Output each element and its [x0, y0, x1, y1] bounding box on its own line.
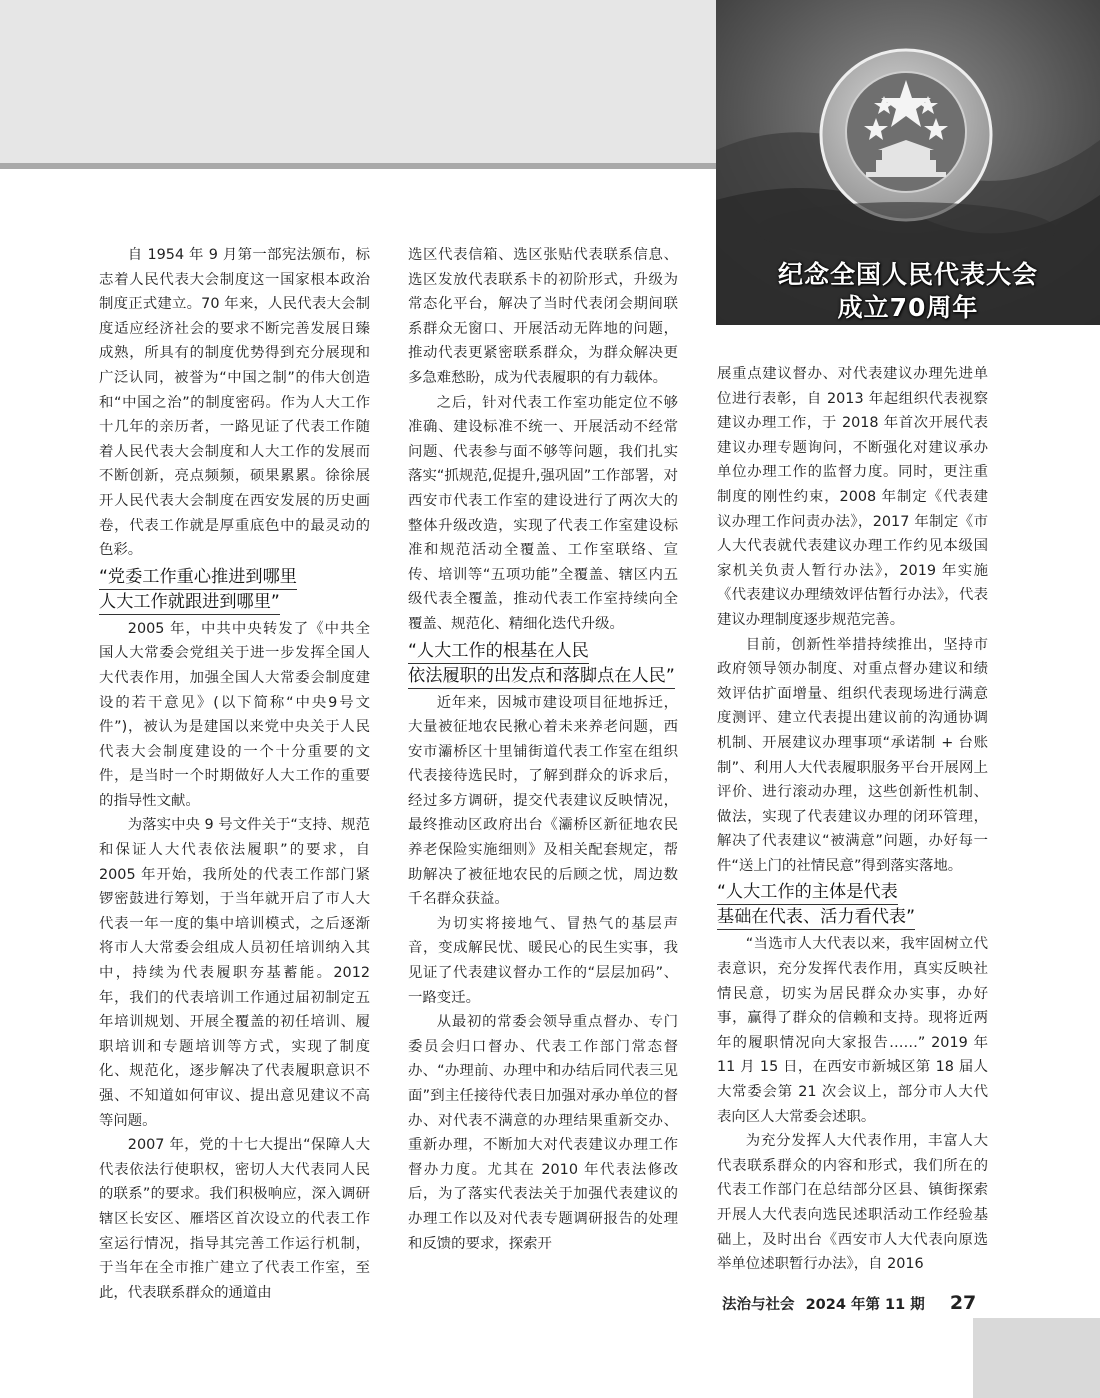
section-heading-line: 基础在代表、活力看代表”: [717, 906, 915, 930]
section-heading-line: “人大工作的根基在人民: [408, 640, 589, 664]
issue-label: 2024 年第 11 期: [805, 1297, 925, 1313]
banner-title-line2: 成立70周年: [837, 293, 979, 322]
paragraph: 为充分发挥人大代表作用，丰富人大代表联系群众的内容和形式，我们所在的代表工作部门在总结部分区县、镇街探索开展人大代表向选民述职活动工作经验基础上，及时出台《西安市人大代表向原选举单位述职暂行办法》，自 2016: [717, 1133, 988, 1273]
article-column-2: [408, 243, 678, 1256]
paragraph: 近年来，因城市建设项目征地拆迁，大量被征地农民揪心着未来养老问题，西安市灞桥区十里铺街道代表工作室在组织代表接待选民时，了解到群众的诉求后，经过多方调研，提交代表建议反映情况，最终推动区政府出台《灞桥区新征地农民养老保险实施细则》及相关配套规定，帮助解决了被征地农民的后顾之忧，周边数千名群众获益。: [408, 694, 678, 908]
paragraph: “当选市人大代表以来，我牢固树立代表意识，充分发挥代表作用，真实反映社情民意，切实为居民群众办实事，办好事，赢得了群众的信赖和支持。现将近两年的履职情况向大家报告……” 2019 年 11 月 15 日，在西安市新城区第 18 届人大常委会第 21 次会议上，部分市人大代表向区人大常委会述职。: [717, 936, 988, 1125]
magazine-name: 法治与社会: [722, 1297, 795, 1313]
top-rule: [0, 163, 716, 169]
paragraph: 2007 年，党的十七大提出“保障人大代表依法行使职权，密切人大代表同人民的联系”的要求。我们积极响应，深入调研辖区长安区、雁塔区首次设立的代表工作室运行情况，指导其完善工作运行机制，于当年在全市推广建立了代表工作室，至此，代表联系群众的通道由: [99, 1137, 370, 1301]
section-heading: [408, 639, 678, 689]
page-footer: [722, 1291, 976, 1315]
section-heading-line: “党委工作重心推进到哪里: [99, 566, 297, 590]
page-number: 27: [949, 1292, 977, 1314]
paragraph: 展重点建议督办、对代表建议办理先进单位进行表彰，自 2013 年起组织代表视察建议办理工作，于 2018 年首次开展代表建议办理专题询问，不断强化对建议承办单位办理工作的监督力度。同时，更注重制度的刚性约束，2008 年制定《代表建议办理工作问责办法》，2017 年制定《市人大代表就代表建议办理工作约见本级国家机关负责人暂行办法》，2019 年实施《代表建议办理绩效评估暂行办法》，代表建议办理制度逐步规范完善。: [717, 366, 988, 628]
banner-title: [716, 258, 1100, 324]
top-decorative-band: [0, 0, 716, 163]
article-column-1: [99, 243, 370, 1305]
section-heading-line: 人大工作就跟进到哪里”: [99, 591, 280, 615]
paragraph: 为落实中央 9 号文件关于“支持、规范和保证人大代表依法履职”的要求，自 2005 年开始，我所处的代表工作部门紧锣密鼓进行筹划，于当年就开启了市人大代表一年一度的集中培训模式，之后逐渐将市人大常委会组成人员初任培训纳入其中，持续为代表履职夯基蓄能。2012 年，我们的代表培训工作通过届初制定五年培训规划、开展全覆盖的初任培训、履职培训和专题培训等方式，实现了制度化、规范化，逐步解决了代表履职意识不强、不知道如何审议、提出意见建议不高等问题。: [99, 817, 370, 1129]
paragraph: 为切实将接地气、冒热气的基层声音，变成解民忧、暖民心的民生实事，我见证了代表建议督办工作的“层层加码”、一路变迁。: [408, 915, 678, 1006]
section-heading: [99, 565, 370, 615]
paragraph: 2005 年，中共中央转发了《中共全国人大常委会党组关于进一步发挥全国人大代表作用，加强全国人大常委会制度建设的若干意见》(以下简称“中央9号文件”)，被认为是建国以来党中央关于人民代表大会制度建设的一个十分重要的文件，是当时一个时期做好人大工作的重要的指导性文献。: [99, 620, 370, 809]
paragraph: 之后，针对代表工作室功能定位不够准确、建设标准不统一、开展活动不经常问题、代表参与面不够等问题，我们扎实落实“抓规范,促提升,强巩固”工作部署，对西安市代表工作室的建设进行了两次大的整体升级改造，实现了代表工作室建设标准和规范活动全覆盖、工作室联络、宣传、培训等“五项功能”全覆盖、辖区内五级代表全覆盖，推动代表工作室持续向全覆盖、规范化、精细化迭代升级。: [408, 394, 678, 632]
paragraph: 自 1954 年 9 月第一部宪法颁布，标志着人民代表大会制度这一国家根本政治制度正式建立。70 年来，人民代表大会制度适应经济社会的要求不断完善发展日臻成熟，所具有的制度优势得到充分展现和广泛认同，被誉为“中国之制”的伟大创造和“中国之治”的制度密码。作为人大工作十几年的亲历者，一路见证了代表工作随着人民代表大会制度和人大工作的发展而不断创新，亮点频频，硕果累累。徐徐展开人民代表大会制度在西安发展的历史画卷，代表工作就是厚重底色中的最灵动的色彩。: [99, 247, 370, 559]
paragraph: 从最初的常委会领导重点督办、专门委员会归口督办、代表工作部门常态督办、“办理前、办理中和办结后同代表三见面”到主任接待代表日加强对承办单位的督办、对代表不满意的办理结果重新交办、重新办理，不断加大对代表建议办理工作督办力度。尤其在 2010 年代表法修改后，为了落实代表法关于加强代表建议的办理工作以及对代表专题调研报告的处理和反馈的要求，探索开: [408, 1014, 678, 1252]
article-column-3: [717, 362, 988, 1277]
footer-side-strip: [973, 1318, 1100, 1398]
banner-title-line1: 纪念全国人民代表大会: [777, 260, 1038, 289]
section-heading-line: “人大工作的主体是代表: [717, 881, 898, 905]
paragraph: 选区代表信箱、选区张贴代表联系信息、选区发放代表联系卡的初阶形式，升级为常态化平台，解决了当时代表闭会期间联系群众无窗口、开展活动无阵地的问题，推动代表更紧密联系群众，为群众解决更多急难愁盼，成为代表履职的有力载体。: [408, 247, 678, 386]
paragraph: 目前，创新性举措持续推出，坚持市政府领导领办制度、对重点督办建议和绩效评估扩面增量、组织代表现场进行满意度测评、建立代表提出建议前的沟通协调机制、开展建议办理事项“承诺制 + 台账制”、利用人大代表履职服务平台开展网上评价、进行滚动办理，这些创新性机制、做法，实现了代表建议办理的闭环管理，解决了代表建议“被满意”问题，办好每一件“送上门的社情民意”得到落实落地。: [717, 636, 988, 874]
section-heading: [717, 880, 988, 930]
section-heading-line: 依法履职的出发点和落脚点在人民”: [408, 665, 675, 689]
